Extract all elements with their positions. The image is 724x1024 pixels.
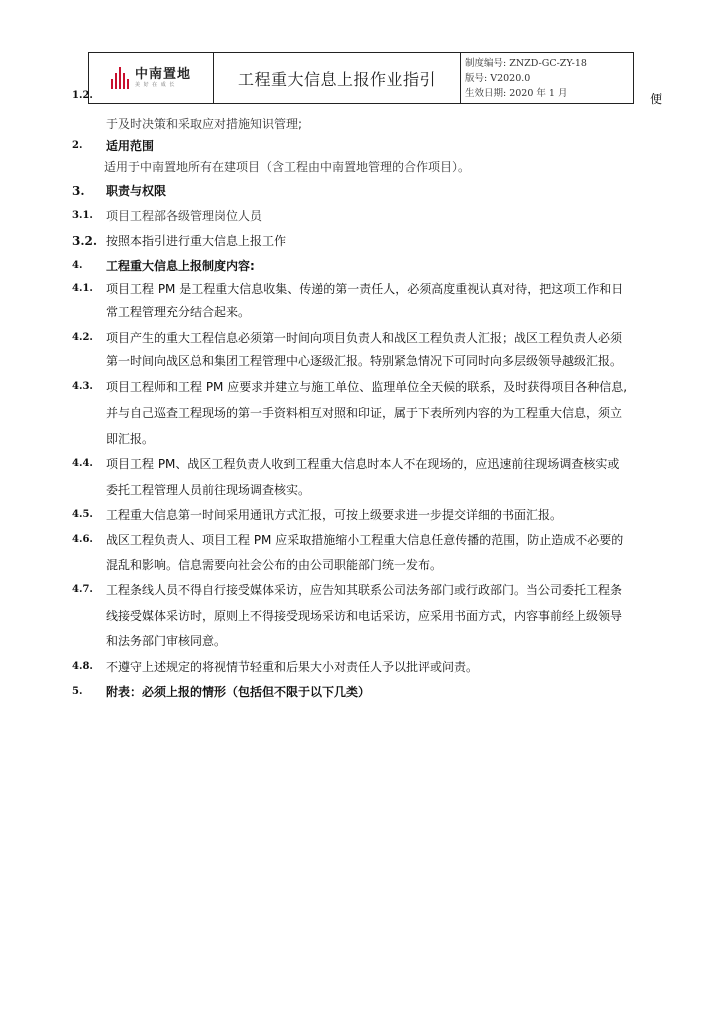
- section-number: 4.4.: [72, 458, 93, 469]
- section-number: 3.: [72, 184, 85, 198]
- section-number: 5.: [72, 686, 83, 697]
- section-number: 4.: [72, 260, 83, 271]
- section-number: 4.5.: [72, 509, 93, 520]
- effective-date: 生效日期: 2020 年 1 月: [465, 88, 568, 99]
- logo-slogan: 美 好 在 成 长: [134, 82, 176, 88]
- section-line: 工程重大信息第一时间采用通讯方式汇报，可按上级要求进一步提交详细的书面汇报。: [106, 508, 563, 522]
- prev-section-number: 1.2.: [72, 90, 93, 101]
- logo-cell: [89, 53, 214, 103]
- section-line: 常工程管理充分结合起来。: [106, 305, 251, 319]
- section-line: 线接受媒体采访时，原则上不得接受现场采访和电话采访，应采用书面方式，内容事前经上级领导: [106, 609, 623, 623]
- section-line: 混乱和影响。信息需要向社会公布的由公司职能部门统一发布。: [106, 558, 443, 572]
- section-text: 按照本指引进行重大信息上报工作: [106, 234, 287, 248]
- section-line: 项目工程师和工程 PM 应要求并建立与施工单位、监理单位全天候的联系，及时获得项目各种信息,: [106, 380, 628, 394]
- document-header: [88, 52, 634, 104]
- section-line: 并与自己巡查工程现场的第一手资料相互对照和印证，属于下表所列内容的为工程重大信息，须立: [106, 406, 623, 420]
- section-line: 项目工程 PM 是工程重大信息收集、传递的第一责任人，必须高度重视认真对待，把这项工作和日: [106, 282, 624, 296]
- section-line: 和法务部门审核同意。: [106, 634, 227, 648]
- document-meta: [461, 53, 633, 103]
- section-heading: 工程重大信息上报制度内容:: [106, 259, 255, 273]
- section-line: 战区工程负责人、项目工程 PM 应采取措施缩小工程重大信息任意传播的范围，防止造成不必要的: [106, 533, 624, 547]
- section-line: 不遵守上述规定的将视情节轻重和后果大小对责任人予以批评或问责。: [106, 660, 479, 674]
- section-number: 4.6.: [72, 534, 93, 545]
- section-number: 2.: [72, 140, 83, 151]
- section-number: 4.3.: [72, 381, 93, 392]
- section-number: 4.7.: [72, 584, 93, 595]
- doc-code: 制度编号: ZNZD-GC-ZY-18: [465, 58, 587, 69]
- section-body: 适用于中南置地所有在建项目（含工程由中南置地管理的合作项目）。: [104, 160, 471, 174]
- section-line: 项目产生的重大工程信息必须第一时间向项目负责人和战区工程负责人汇报；战区工程负责人必须: [106, 331, 623, 345]
- prev-section-continuation: 于及时决策和采取应对措施知识管理;: [106, 117, 303, 131]
- section-text: 项目工程部各级管理岗位人员: [106, 209, 263, 223]
- section-line: 工程条线人员不得自行接受媒体采访，应告知其联系公司法务部门或行政部门。当公司委托工程条: [106, 583, 623, 597]
- section-line: 即汇报。: [106, 432, 155, 446]
- section-number: 3.1.: [72, 210, 93, 221]
- section-line: 项目工程 PM、战区工程负责人收到工程重大信息时本人不在现场的，应迅速前往现场调查核实或: [106, 457, 620, 471]
- doc-version: 版号: V2020.0: [465, 73, 531, 84]
- prev-section-tail: 便: [650, 92, 663, 106]
- section-line: 委托工程管理人员前往现场调查核实。: [106, 483, 311, 497]
- section-number: 4.1.: [72, 283, 93, 294]
- section-heading: 适用范围: [106, 139, 155, 153]
- section-number: 4.8.: [72, 661, 93, 672]
- logo-name: 中南置地: [134, 67, 191, 82]
- section-number: 3.2.: [72, 234, 98, 248]
- section-number: 4.2.: [72, 332, 93, 343]
- logo-text: [135, 67, 191, 89]
- section-line: 第一时间向战区总和集团工程管理中心逐级汇报。特别紧急情况下可同时向多层级领导越级汇报。: [106, 354, 623, 368]
- company-logo-icon: [111, 67, 129, 89]
- section-heading: 职责与权限: [106, 184, 167, 198]
- section-heading: 附表：必须上报的情形（包括但不限于以下几类）: [106, 685, 371, 699]
- document-title: 工程重大信息上报作业指引: [214, 53, 461, 103]
